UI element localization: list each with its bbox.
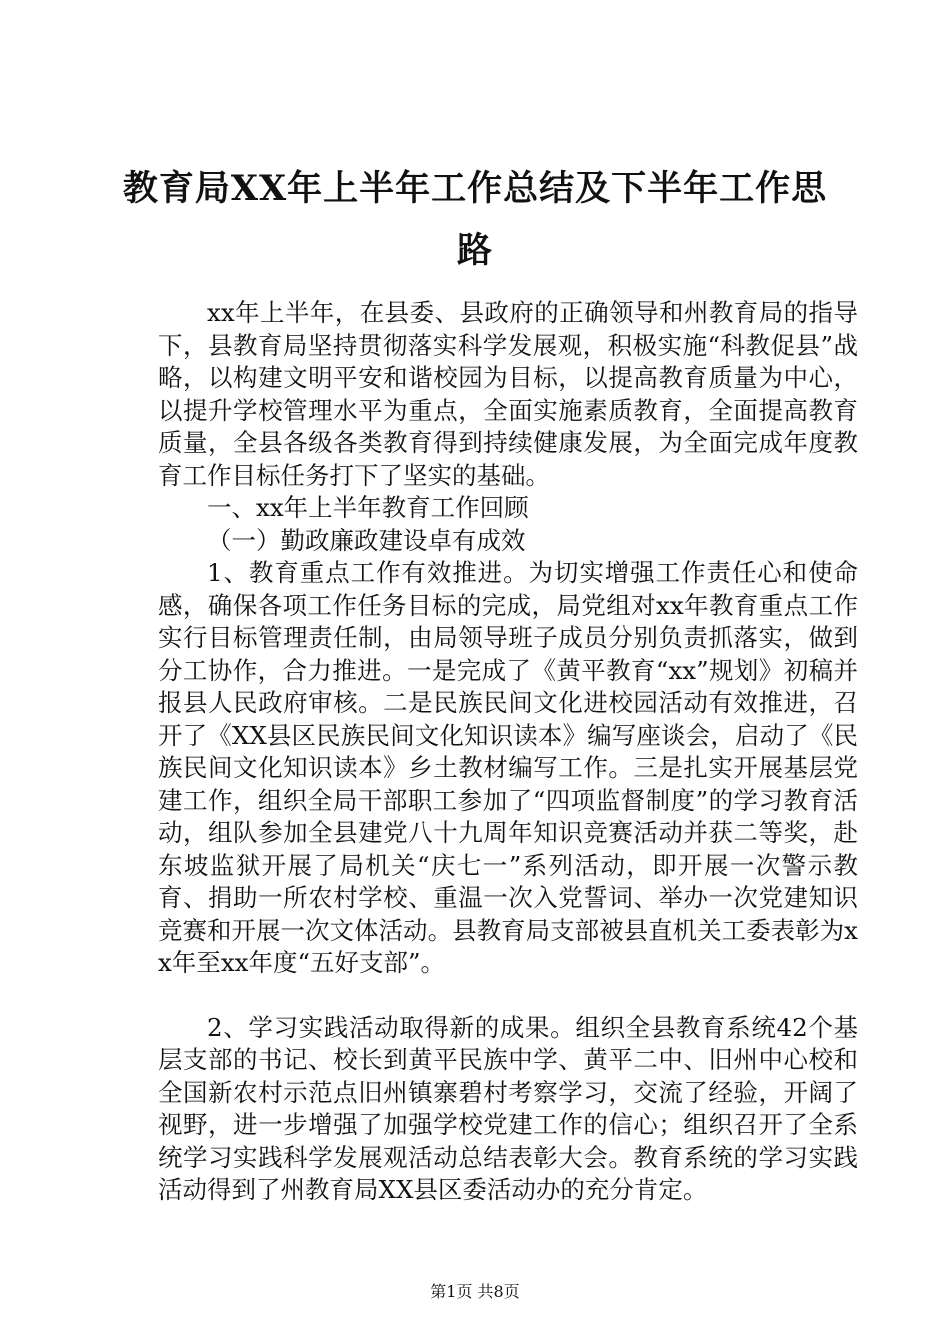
intro-paragraph: xx年上半年，在县委、县政府的正确领导和州教育局的指导下，县教育局坚持贯彻落实科学发展观，积极实施“科教促县”战略，以构建文明平安和谐校园为目标，以提高教育质量为中心，以提升学校管理水平为重点，全面实施素质教育，全面提高教育质量，全县各级各类教育得到持续健康发展，为全面完成年度教育工作目标任务打下了坚实的基础。	[158, 298, 858, 490]
body-paragraph-2: 2、学习实践活动取得新的成果。组织全县教育系统42个基层支部的书记、校长到黄平民族中学、黄平二中、旧州中心校和全国新农村示范点旧州镇寨碧村考察学习，交流了经验，开阔了视野，进一步增强了加强学校党建工作的信心；组织召开了全系统学习实践科学发展观活动总结表彰大会。教育系统的学习实践活动得到了州教育局XX县区委活动办的充分肯定。	[158, 1012, 858, 1204]
page-number-footer: 第1页 共8页	[430, 1282, 520, 1301]
body-paragraph-1: 1、教育重点工作有效推进。为切实增强工作责任心和使命感，确保各项工作任务目标的完成，局党组对xx年教育重点工作实行目标管理责任制，由局领导班子成员分别负责抓落实，做到分工协作，合力推进。一是完成了《黄平教育“xx”规划》初稿并报县人民政府审核。二是民族民间文化进校园活动有效推进，召开了《XX县区民族民间文化知识读本》编写座谈会，启动了《民族民间文化知识读本》乡土教材编写工作。三是扎实开展基层党建工作，组织全局干部职工参加了“四项监督制度”的学习教育活动，组队参加全县建党八十九周年知识竞赛活动并获二等奖，赴东坡监狱开展了局机关“庆七一”系列活动，即开展一次警示教育、捐助一所农村学校、重温一次入党誓词、举办一次党建知识竞赛和开展一次文体活动。县教育局支部被县直机关工委表彰为xx年至xx年度“五好支部”。	[158, 558, 858, 977]
document-body	[158, 297, 858, 1207]
subsection-heading: （一）勤政廉政建设卓有成效	[207, 525, 526, 555]
section-heading: 一、xx年上半年教育工作回顾	[207, 493, 529, 522]
document-title: 教育局XX年上半年工作总结及下半年工作思路	[122, 168, 828, 271]
